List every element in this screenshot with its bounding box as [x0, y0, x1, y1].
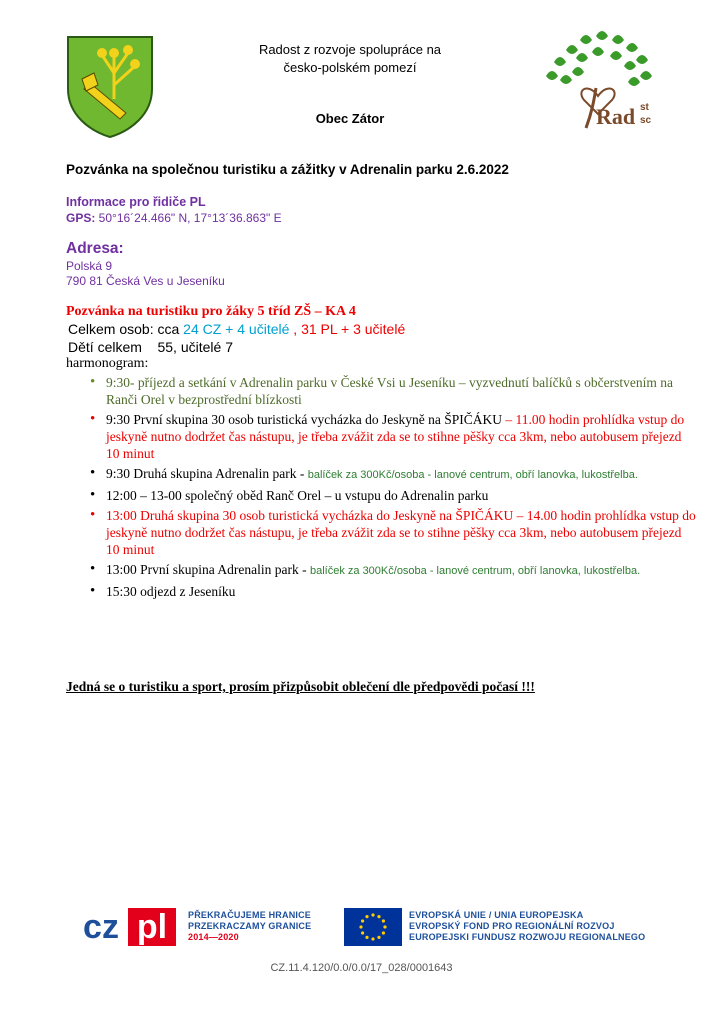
total-label: Celkem osob: cca	[68, 321, 184, 337]
schedule-item	[106, 411, 696, 462]
schedule-item-note: balíček za 300Kč/osoba - lanové centrum, obří lanovka, lukostřelba.	[307, 469, 638, 481]
czpl-logo-pl: pl	[128, 908, 176, 946]
radost-logo	[536, 30, 676, 140]
schedule-item-main: 9:30 První skupina 30 osob turistická vycházka do Jeskyně na ŠPIČÁKU	[106, 412, 502, 427]
schedule-item-main: 13:00 První skupina Adrenalin park -	[106, 562, 310, 577]
schedule-label: harmonogram:	[66, 356, 149, 371]
schedule-item-text: 15:30 odjezd z Jeseníku	[106, 584, 236, 599]
schedule-item	[106, 507, 696, 558]
czpl-slogan	[188, 910, 311, 943]
eu-flag-icon	[344, 908, 402, 946]
trip-heading: Pozvánka na turistiku pro žáky 5 tříd ZŠ – KA 4	[66, 304, 356, 319]
schedule-list	[66, 374, 696, 603]
address-line2: 790 81 Česká Ves u Jeseníku	[66, 274, 225, 288]
header-title-line2: česko-polském pomezí	[283, 60, 417, 75]
invitation-title: Pozvánka na společnou turistiku a zážitky v Adrenalin parku 2.6.2022	[66, 162, 509, 177]
schedule-item	[106, 561, 696, 580]
total-sep: ,	[289, 321, 302, 337]
eu-text	[409, 910, 645, 943]
address-heading: Adresa:	[66, 240, 124, 257]
total-persons	[68, 321, 405, 337]
project-code: CZ.11.4.120/0.0/0.0/17_028/0001643	[270, 962, 453, 974]
gps-label: GPS:	[66, 211, 96, 225]
schedule-item	[106, 487, 696, 504]
czpl-line3: 2014—2020	[188, 932, 239, 942]
address-line1: Polská 9	[66, 259, 113, 273]
eu-line3: EUROPEJSKI FUNDUSZ ROZWOJU REGIONALNEGO	[409, 932, 646, 942]
header-title-line1: Radost z rozvoje spolupráce na	[258, 42, 442, 57]
schedule-item-text: 12:00 – 13-00 společný oběd Ranč Orel – u vstupu do Adrenalin parku	[106, 488, 489, 503]
eu-line2: EVROPSKÝ FOND PRO REGIONÁLNÍ ROZVOJ	[409, 921, 615, 931]
radost-logo-small2: sc	[640, 115, 652, 126]
coat-of-arms-icon	[64, 33, 156, 139]
schedule-item	[106, 374, 696, 408]
schedule-item-text: 9:30- příjezd a setkání v Adrenalin parku v České Vsi u Jeseníku – vyzvednutí balíčků s občerstvením na Ranči Orel v bezprostřední blízkosti	[106, 375, 673, 407]
schedule-item-note: – 11.00 hodin prohlídka vstup do jeskyně nutno dodržet čas nástupu, je třeba zvážit zda se to stihne pěšky cca 3km, nebo autobusem přejezd 10 minut	[106, 412, 685, 461]
schedule-item	[106, 465, 696, 484]
schedule-item	[106, 583, 696, 600]
schedule-item-note: balíček za 300Kč/osoba - lanové centrum, obří lanovka, lukostřelba.	[309, 565, 641, 577]
schedule-item-text: 13:00 Druhá skupina 30 osob turistická vycházka do Jeskyně na ŠPIČÁKU – 14.00 hodin prohlídka vstup do jeskyně nutno dodržet čas nástupu, je třeba zvážit zda se to stihne pěšky cca 3km, nebo autobusem přejezd 10 minut	[106, 508, 696, 557]
gps-value: 50°16´24.466" N, 17°13´36.863" E	[95, 211, 282, 225]
total-cz: 24 CZ + 4 učitelé	[183, 321, 290, 337]
clothing-note: Jedná se o turistiku a sport, prosím přizpůsobit oblečení dle předpovědi počasí !!!	[66, 679, 535, 694]
village-name: Obec Zátor	[315, 111, 385, 126]
czpl-line2: PRZEKRACZAMY GRANICE	[188, 921, 312, 931]
eu-line1: EVROPSKÁ UNIE / UNIA EUROPEJSKA	[409, 910, 584, 920]
kids-value: 55, učitelé 7	[157, 339, 233, 355]
czpl-logo-cz: cz	[76, 908, 126, 946]
radost-logo-text: Rad	[596, 104, 636, 129]
schedule-item-main: 9:30 Druhá skupina Adrenalin park -	[106, 466, 308, 481]
kids-label: Dětí celkem	[68, 339, 142, 355]
kids-total	[68, 339, 233, 355]
gps-line	[66, 211, 282, 225]
total-pl: 31 PL + 3 učitelé	[301, 321, 406, 337]
czpl-line1: PŘEKRAČUJEME HRANICE	[188, 910, 312, 920]
radost-logo-small1: st	[640, 102, 649, 113]
driver-info-heading: Informace pro řidiče PL	[66, 195, 206, 209]
header-title	[200, 41, 500, 77]
czpl-logo	[76, 908, 180, 946]
